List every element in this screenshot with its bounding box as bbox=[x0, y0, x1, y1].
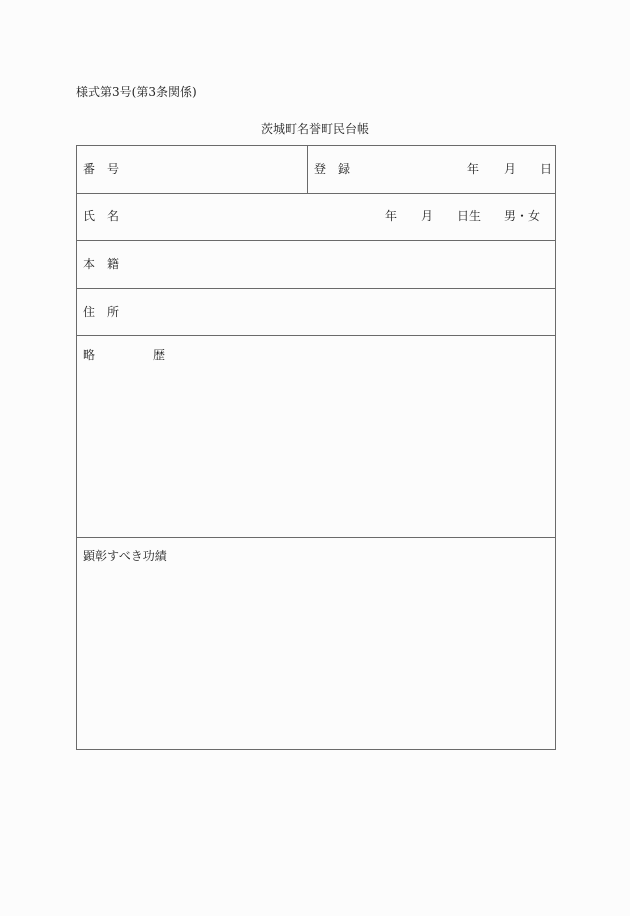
register-table bbox=[76, 145, 556, 750]
birth-day-label: 日生 bbox=[457, 209, 482, 223]
registration-date-field[interactable] bbox=[308, 146, 555, 193]
registration-month-label: 月 bbox=[504, 162, 517, 176]
registration-day-label: 日 bbox=[540, 162, 553, 176]
address-label-2: 所 bbox=[107, 305, 120, 319]
birth-year-label: 年 bbox=[385, 209, 398, 223]
history-label-2: 歴 bbox=[153, 348, 166, 362]
address-label-1: 住 bbox=[83, 305, 96, 319]
form-number: 様式第3号(第3条関係) bbox=[76, 85, 197, 99]
gender-selector[interactable]: 男・女 bbox=[504, 209, 541, 223]
birth-month-label: 月 bbox=[421, 209, 434, 223]
name-label-2: 名 bbox=[107, 209, 120, 223]
number-field[interactable] bbox=[77, 146, 307, 193]
domicile-label-2: 籍 bbox=[107, 257, 120, 271]
document-title: 茨城町名誉町民台帳 bbox=[260, 122, 369, 136]
registration-year-label: 年 bbox=[467, 162, 480, 176]
domicile-field[interactable] bbox=[77, 241, 555, 288]
achievements-label: 顕彰すべき功績 bbox=[83, 549, 167, 563]
history-label-1: 略 bbox=[83, 348, 96, 362]
domicile-label-1: 本 bbox=[83, 257, 96, 271]
history-field[interactable] bbox=[77, 336, 555, 537]
number-label-2: 号 bbox=[107, 162, 120, 176]
achievements-field[interactable] bbox=[77, 538, 555, 749]
name-label-1: 氏 bbox=[83, 209, 96, 223]
registration-label-1: 登 bbox=[314, 162, 327, 176]
name-field[interactable] bbox=[77, 194, 555, 240]
address-field[interactable] bbox=[77, 289, 555, 335]
registration-label-2: 録 bbox=[338, 162, 351, 176]
number-label-1: 番 bbox=[83, 162, 96, 176]
